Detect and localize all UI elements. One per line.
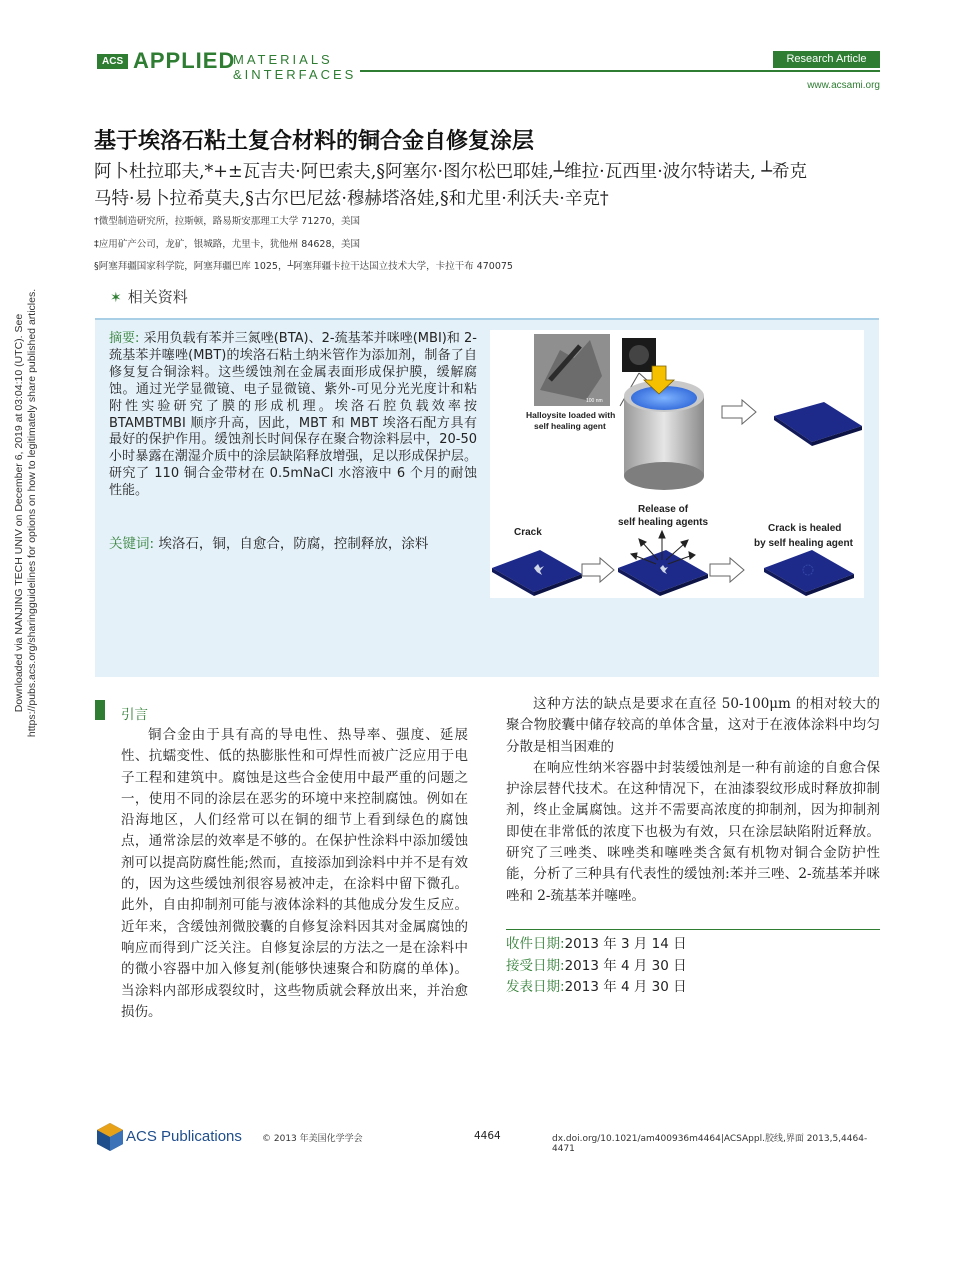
journal-interfaces: &INTERFACES xyxy=(233,67,357,82)
halloysite-label-1: Halloysite loaded with xyxy=(526,410,616,420)
crack-label: Crack xyxy=(514,527,542,538)
section-bar xyxy=(95,700,105,720)
download-side-note xyxy=(6,260,38,780)
release-label-2: self healing agents xyxy=(618,517,709,528)
supporting-info-icon: ✶ xyxy=(110,290,122,306)
author-list xyxy=(94,159,874,213)
section-heading-intro: 引言 xyxy=(121,707,148,723)
journal-logo xyxy=(97,48,367,84)
acs-publications-logo xyxy=(96,1122,246,1154)
toc-graphic-svg xyxy=(490,330,864,598)
supporting-info-label: 相关资料 xyxy=(127,288,188,306)
journal-materials: MATERIALS xyxy=(233,52,333,67)
release-label-1: Release of xyxy=(638,504,689,515)
footer-page-number: 4464 xyxy=(474,1130,501,1142)
arrow-right-icon-bottom-1 xyxy=(582,558,614,582)
journal-applied: APPLIED xyxy=(133,48,236,73)
healed-plate xyxy=(764,550,854,592)
intro-right-column xyxy=(506,694,880,907)
author-line-2: 马特·易卜拉希莫夫,§古尔巴尼兹·穆赫塔洛娃,§和尤里·利沃夫·辛克† xyxy=(94,189,609,209)
article-type-badge: Research Article xyxy=(773,51,880,68)
keywords-text: 埃洛石，铜，自愈合，防腐，控制释放，涂料 xyxy=(158,536,429,552)
intro-right-para-1: 这种方法的缺点是要求在直径 50-100μm 的相对较大的聚合物胶囊中储存较高的单体含量，这对于在液体涂料中均匀分散是相当困难的 xyxy=(506,696,880,755)
footer-doi-link[interactable]: dx.doi.org/10.1021/am400936m4464|ACSAppl.胶线,界面 2013,5,4464-4471 xyxy=(552,1134,868,1154)
received-date: 收件日期:2013 年 3 月 14 日 xyxy=(506,936,687,952)
affiliation-3: §阿塞拜疆国家科学院，阿塞拜疆巴库 1025，┴阿塞拜疆卡拉干达国立技术大学，卡拉干布 470075 xyxy=(94,261,513,272)
affiliation-2: ‡应用矿产公司，龙矿，银城路，尤里卡，犹他州 84628，美国 xyxy=(94,239,360,250)
article-dates xyxy=(506,934,880,999)
article-title: 基于埃洛石粘土复合材料的铜合金自修复涂层 xyxy=(94,129,535,154)
intro-left-column: 铜合金由于具有高的导电性、热导率、强度、延展性、抗蠕变性、低的热膨胀性和可焊性而被广泛应用于电子工程和建筑中。腐蚀是这些合金使用中最严重的问题之一，使用不同的涂层在恶劣的环境中来控制腐蚀。例如在沿海地区，人们经常可以在铜的细节上看到绿色的腐蚀点，通常涂层的效率是不够的。在保护性涂料中添加缓蚀剂可以提高防腐性能;然而，直接添加到涂料中并不是有效的，因为这些缓蚀剂很容易被冲走，在涂料中留下微孔。此外，自由抑制剂可能与液体涂料的其他成分发生反应。近年来，含缓蚀剂微胶囊的自修复涂料因其对金属腐蚀的响应而得到广泛关注。自修复涂层的方法之一是在涂料中的微小容器中加入修复剂(能够快速聚合和防腐的单体)。当涂料内部形成裂纹时，这些物质就会释放出来，并治愈损伤。 xyxy=(121,727,468,1020)
abstract-label: 摘要: xyxy=(109,331,140,346)
keywords-label: 关键词: xyxy=(109,536,155,552)
healed-label-1: Crack is healed xyxy=(768,523,842,534)
dates-rule xyxy=(506,929,880,930)
arrow-right-icon-bottom-2 xyxy=(710,558,744,582)
journal-url-link[interactable]: www.acsami.org xyxy=(807,80,880,91)
halloysite-label-2: self healing agent xyxy=(534,421,606,431)
toc-graphic xyxy=(490,330,864,598)
footer-copyright: © 2013 年美国化学学会 xyxy=(262,1134,363,1144)
abstract-text: 采用负载有苯并三氮唑(BTA)、2-巯基苯并咪唑(MBI)和 2-巯基苯并噻唑(MBT)的埃洛石粘土纳米管作为添加剂，制备了自修复复合铜涂料。这些缓蚀剂在金属表面形成保护膜，缓解腐蚀。通过光学显微镜、电子显微镜、紫外-可见分光光度计和粘附性实验研究了膜的形成机理。埃洛石腔负载效率按 BTAMBTMBI 顺序升高，因此，MBT 和 MBT 埃洛石配方具有最好的保护作用。缓蚀剂长时间保存在聚合物涂料层中，20-50 小时暴露在潮湿介质中的涂层缺陷释放增强，足以形成保护层。研究了 110 铜合金带材在 0.5mNaCl 水溶液中 6 个月的耐蚀性能。 xyxy=(109,331,477,499)
accepted-date: 接受日期:2013 年 4 月 30 日 xyxy=(506,957,687,974)
intro-right-para-2: 在响应性纳米容器中封装缓蚀剂是一种有前途的自愈合保护涂层替代技术。在这种情况下，在油漆裂纹形成时释放抑制剂，终止金属腐蚀。这并不需要高浓度的抑制剂，因为抑制剂即使在非常低的浓度下也极为有效，只在涂层缺陷附近释放。研究了三唑类、咪唑类和噻唑类含氮有机物对铜合金防护性能，分析了三种具有代表性的缓蚀剂:苯并三唑、2-巯基苯并咪唑和 2-巯基苯并噻唑。 xyxy=(506,759,880,904)
supporting-info-link[interactable] xyxy=(110,286,188,307)
header-rule xyxy=(360,70,880,72)
scale-bar-label: 100 nm xyxy=(586,398,603,404)
published-date: 发表日期:2013 年 4 月 30 日 xyxy=(506,979,687,995)
author-line-1: 阿卜杜拉耶夫,*+±瓦吉夫·阿巴索夫,§阿塞尔·图尔松巴耶娃,┴维拉·瓦西里·波尔特诺夫, ┴希克 xyxy=(94,162,807,182)
side-note-text: Downloaded via NANJING TECH UNIV on December 6, 2019 at 03:04:10 (UTC). See https://pubs.acs.org/sharingguidelines for options on how to legitimately share published articles. xyxy=(13,288,38,738)
affiliation-1: †微型制造研究所，拉斯顿，路易斯安那理工大学 71270，美国 xyxy=(94,216,360,227)
acs-hexagon-icon xyxy=(96,1122,124,1152)
arrow-right-icon-top xyxy=(722,400,756,424)
healed-label-2: by self healing agent xyxy=(754,538,853,549)
acs-tag: ACS xyxy=(97,54,128,69)
keywords xyxy=(109,532,477,552)
coated-plate-top xyxy=(774,402,862,442)
abstract xyxy=(109,331,477,500)
publisher-name: ACS Publications xyxy=(126,1128,242,1145)
